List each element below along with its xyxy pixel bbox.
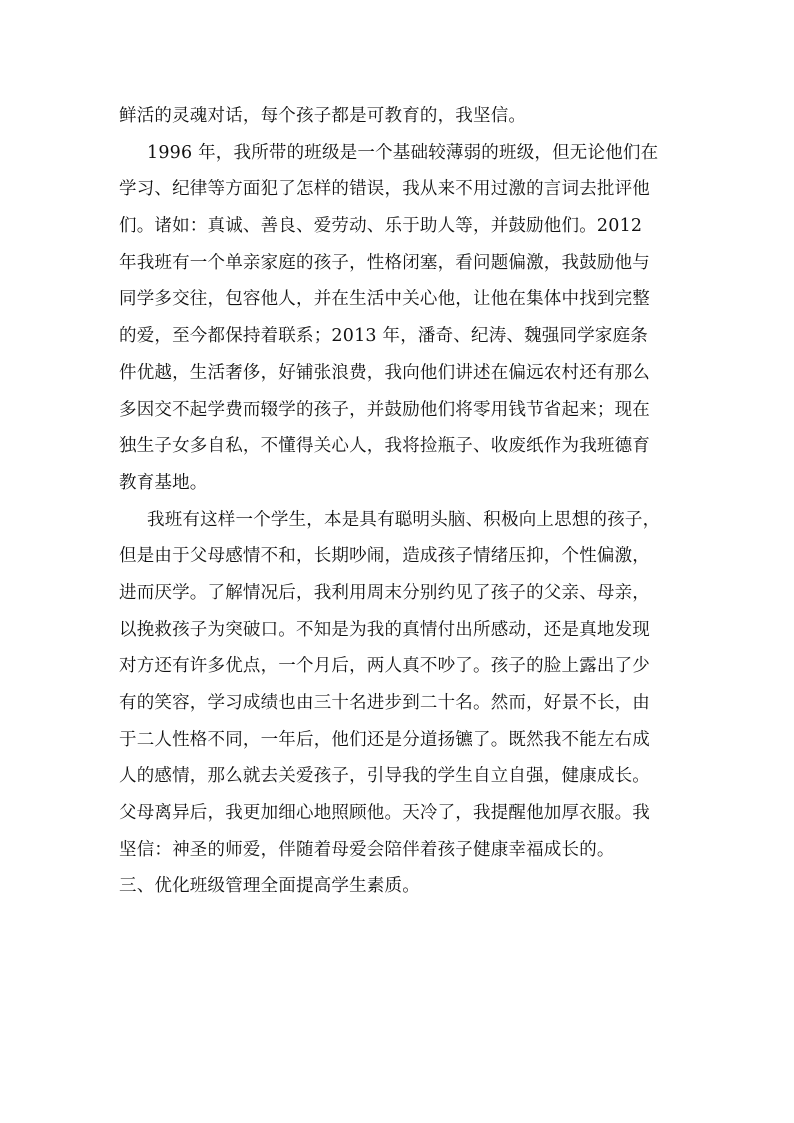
text-line: 教育基地。 — [119, 472, 208, 493]
text-line: 以挽救孩子为突破口。不知是为我的真情付出所感动，还是真地发现 — [119, 619, 650, 640]
text-line: 同学多交往，包容他人，并在生活中关心他，让他在集体中找到完整 — [119, 289, 650, 310]
text-line: 对方还有许多优点，一个月后，两人真不吵了。孩子的脸上露出了少 — [119, 656, 650, 677]
text-line: 学习、纪律等方面犯了怎样的错误，我从来不用过激的言词去批评他 — [119, 179, 650, 200]
text-line: 但是由于父母感情不和，长期吵闹，造成孩子情绪压抑，个性偏激， — [119, 546, 650, 567]
text-line: 进而厌学。了解情况后，我利用周末分别约见了孩子的父亲、母亲， — [119, 582, 650, 603]
text-line: 年我班有一个单亲家庭的孩子，性格闭塞，看问题偏激，我鼓励他与 — [119, 252, 650, 273]
text-line: 的爱，至今都保持着联系；2013 年，潘奇、纪涛、魏强同学家庭条 — [119, 326, 648, 347]
text-line: 人的感情，那么就去关爱孩子，引导我的学生自立自强，健康成长。 — [119, 766, 650, 787]
document-body — [119, 98, 679, 905]
text-line: 我班有这样一个学生，本是具有聪明头脑、积极向上思想的孩子， — [147, 509, 661, 530]
text-line: 们。诸如：真诚、善良、爱劳动、乐于助人等，并鼓励他们。2012 — [119, 216, 643, 237]
text-line: 父母离异后，我更加细心地照顾他。天冷了，我提醒他加厚衣服。我 — [119, 803, 650, 824]
text-line: 多因交不起学费而辍学的孩子，并鼓励他们将零用钱节省起来；现在 — [119, 399, 650, 420]
text-line: 独生子女多自私，不懂得关心人，我将捡瓶子、收废纸作为我班德育 — [119, 436, 650, 457]
section-heading: 三、优化班级管理全面提高学生素质。 — [119, 876, 420, 897]
text-line: 件优越，生活奢侈，好铺张浪费，我向他们讲述在偏远农村还有那么 — [119, 362, 650, 383]
text-line: 有的笑容，学习成绩也由三十名进步到二十名。然而，好景不长，由 — [119, 693, 650, 713]
text-line: 鲜活的灵魂对话，每个孩子都是可教育的，我坚信。 — [119, 106, 527, 126]
text-line: 坚信：神圣的师爱，伴随着母爱会陪伴着孩子健康幸福成长的。 — [119, 839, 615, 860]
text-line: 1996 年，我所带的班级是一个基础较薄弱的班级，但无论他们在 — [147, 142, 659, 163]
text-line: 于二人性格不同，一年后，他们还是分道扬镳了。既然我不能左右成 — [119, 729, 650, 750]
